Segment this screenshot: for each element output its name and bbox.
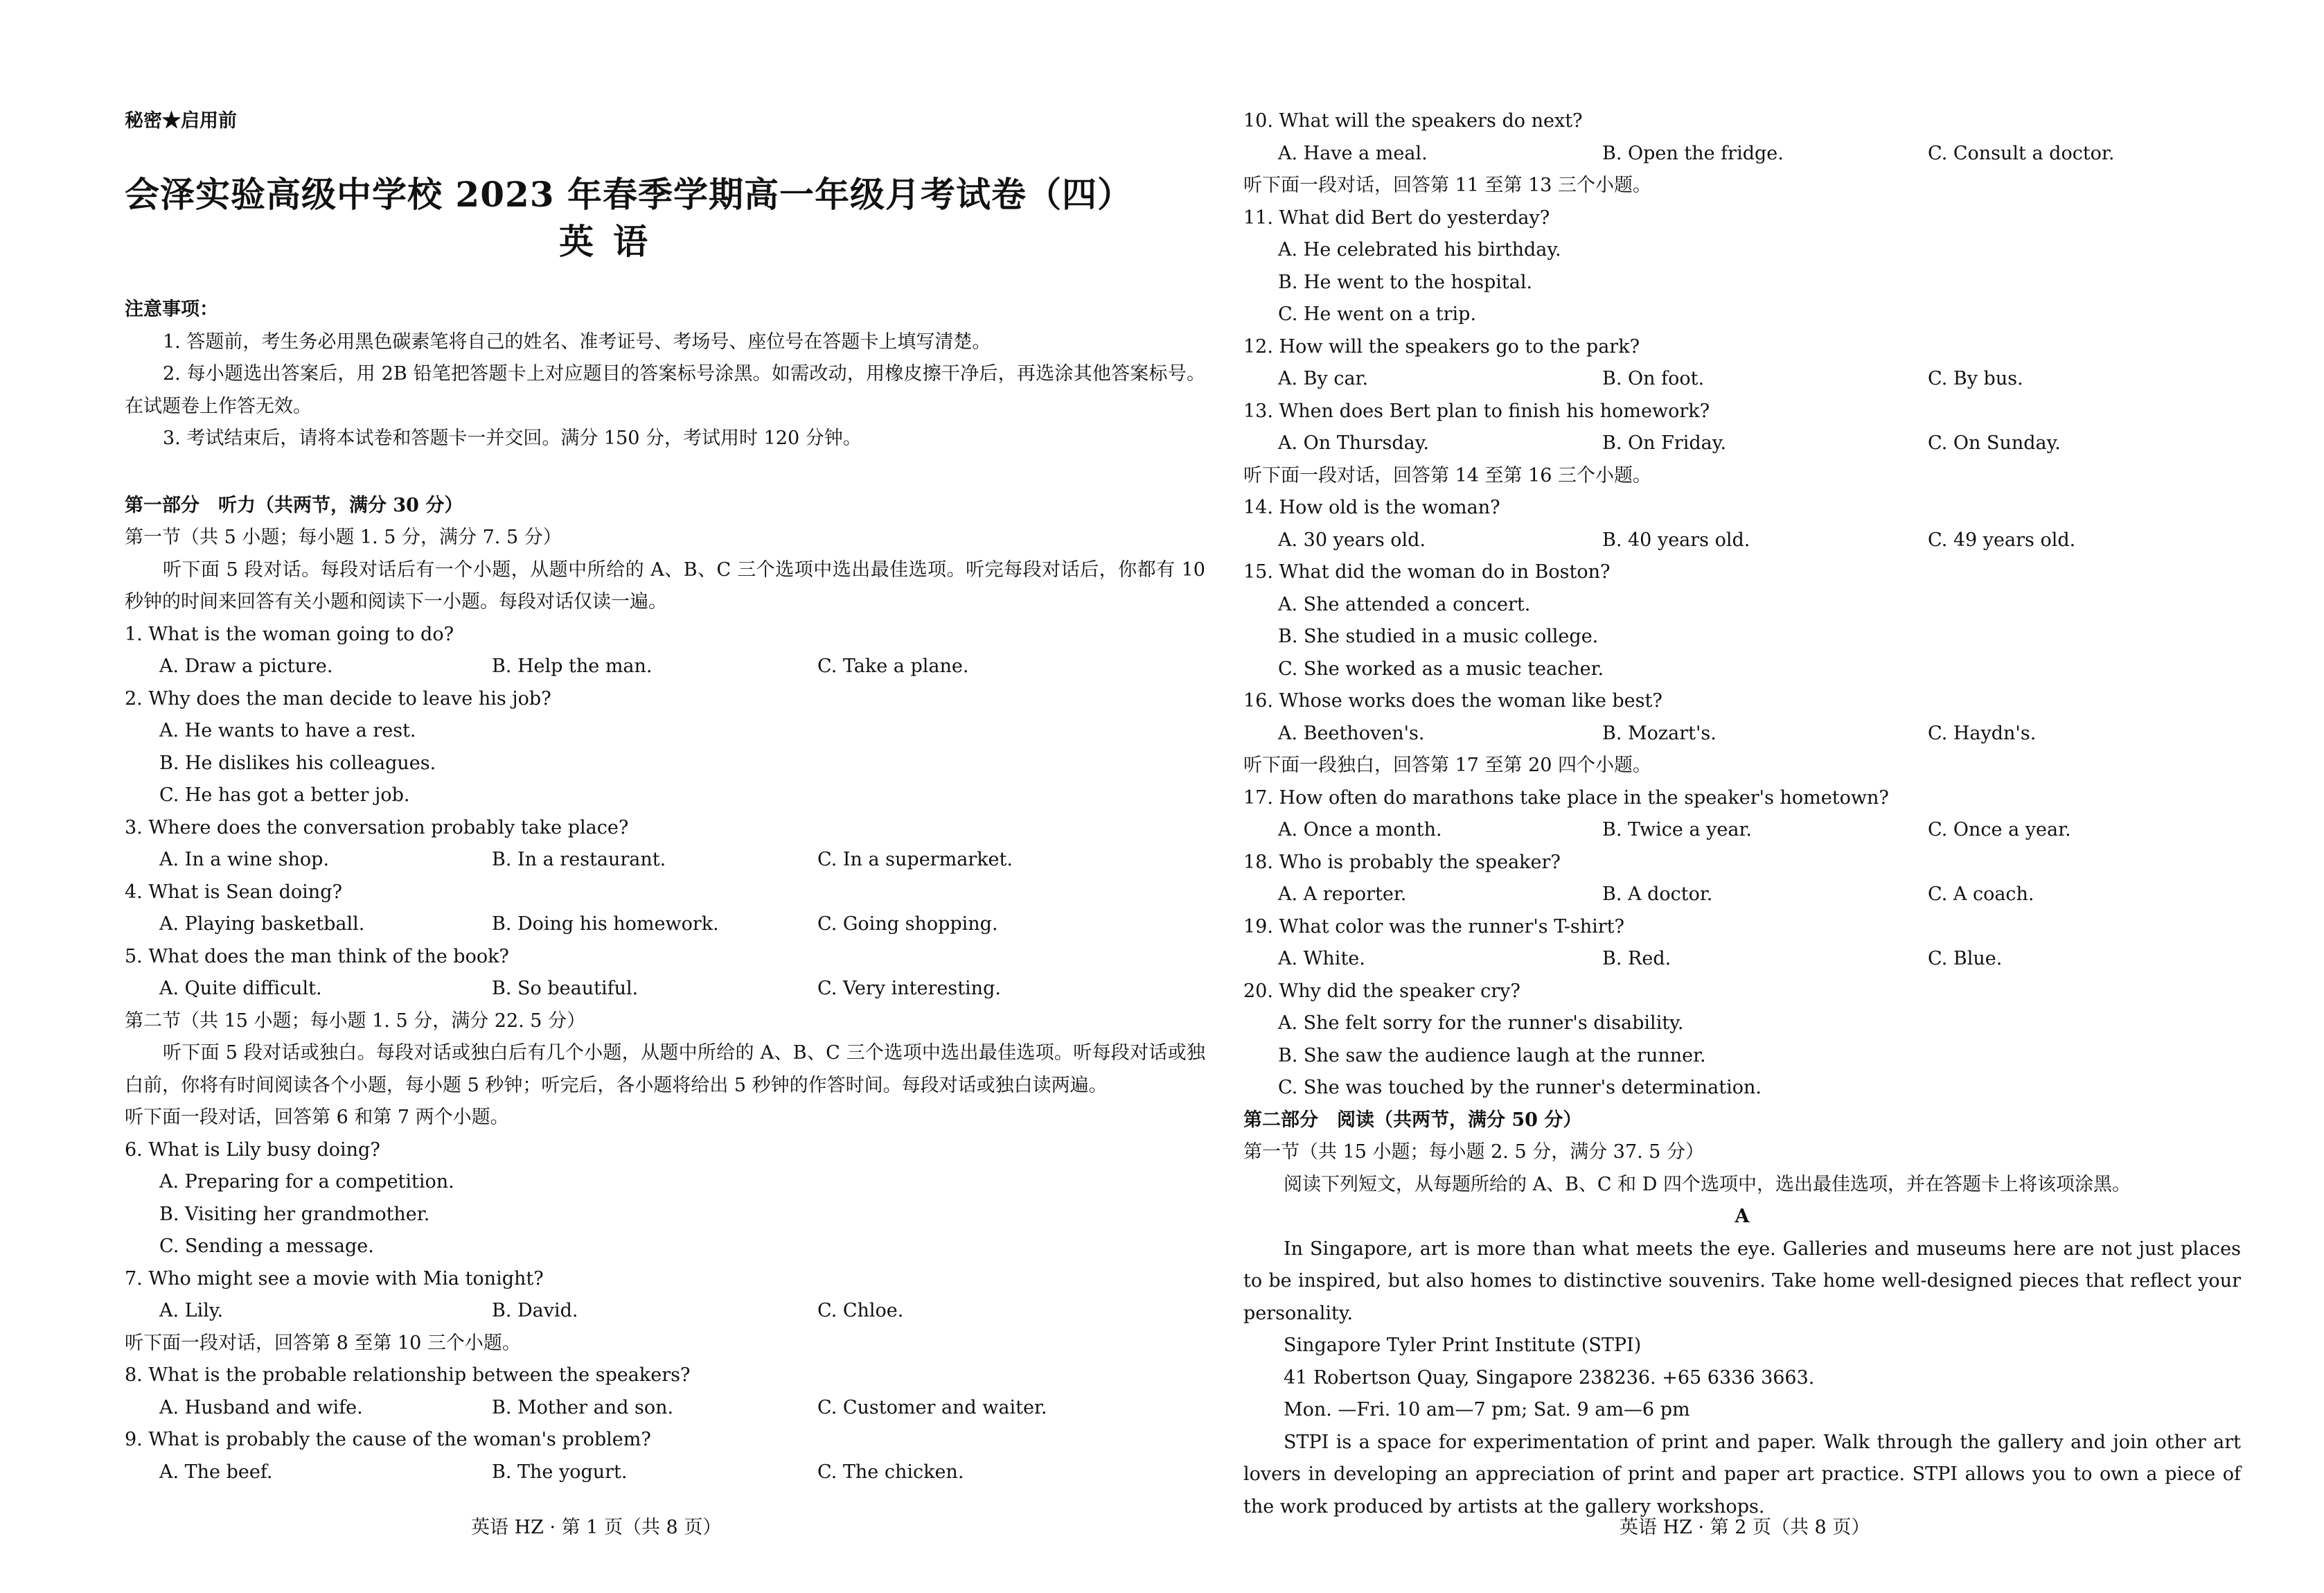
option-c: C. By bus. — [1928, 368, 2023, 389]
question-options — [125, 651, 1205, 683]
option-c: C. Haydn's. — [1928, 722, 2037, 744]
option-b: B. A doctor. — [1602, 883, 1713, 905]
question-stem: 4. What is Sean doing? — [125, 881, 342, 903]
listening-prompt: 听下面一段对话，回答第 11 至第 13 三个小题。 — [1243, 175, 1652, 196]
exam-title: 会泽实验高级中学校 2023 年春季学期高一年级月考试卷（四） — [125, 174, 1133, 215]
option-b: B. On foot. — [1602, 368, 1705, 389]
option-a: A. Lily. — [159, 1300, 224, 1321]
section2-instructions: 听下面 5 段对话或独白。每段对话或独白后有几个小题，从题中所给的 A、B、C 三个选项中选出最佳选项。听每段对话或独白前，你将有时间阅读各个小题，每小题 5 秒钟；听完后，各小题将给出 5 秒钟的作答时间。每段对话或独白读两遍。 — [125, 1042, 1205, 1096]
question-options — [1243, 525, 2241, 557]
option-a: A. Playing basketball. — [159, 913, 365, 935]
option-a: A. Preparing for a competition. — [159, 1171, 454, 1192]
question-stem: 16. Whose works does the woman like best? — [1243, 690, 1662, 712]
option-b: B. In a restaurant. — [492, 849, 666, 870]
question-options — [1243, 943, 2241, 976]
option-b: B. Mozart's. — [1602, 722, 1717, 744]
question-options — [125, 1456, 1205, 1489]
option-a: A. Quite difficult. — [159, 978, 322, 999]
listening-prompt: 听下面一段对话，回答第 8 至第 10 三个小题。 — [125, 1332, 521, 1354]
part1-heading: 第一部分 听力（共两节，满分 30 分） — [125, 494, 463, 516]
option-c: C. She was touched by the runner's determination. — [1278, 1077, 1762, 1098]
page-1 — [125, 0, 1205, 1593]
part2-heading: 第二部分 阅读（共两节，满分 50 分） — [1243, 1109, 1582, 1131]
question-stem: 13. When does Bert plan to finish his homework? — [1243, 400, 1710, 422]
question-stem: 17. How often do marathons take place in the speaker's hometown? — [1243, 786, 1889, 809]
option-b: B. He went to the hospital. — [1278, 271, 1533, 293]
section1-instructions: 听下面 5 段对话。每段对话后有一个小题，从题中所给的 A、B、C 三个选项中选出最佳选项。听完每段对话后，你都有 10 秒钟的时间来回答有关小题和阅读下一小题。每段对话仅读一遍。 — [125, 558, 1205, 613]
section2-heading: 第二节（共 15 小题；每小题 1. 5 分，满分 22. 5 分） — [125, 1010, 586, 1032]
option-b: B. She saw the audience laugh at the runner. — [1278, 1044, 1706, 1066]
question-options — [1243, 879, 2241, 911]
question-options — [125, 973, 1205, 1005]
option-c: C. She worked as a music teacher. — [1278, 658, 1604, 680]
option-a: A. She attended a concert. — [1278, 593, 1531, 615]
option-a: A. On Thursday. — [1278, 432, 1429, 454]
question-stem: 11. What did Bert do yesterday? — [1243, 206, 1550, 229]
question-stem: 1. What is the woman going to do? — [125, 623, 454, 645]
option-c: C. Once a year. — [1928, 819, 2071, 840]
option-a: A. By car. — [1278, 368, 1369, 389]
option-c: C. He went on a trip. — [1278, 303, 1477, 325]
question-options — [125, 1295, 1205, 1328]
option-a: A. 30 years old. — [1278, 529, 1426, 551]
option-b: B. So beautiful. — [492, 978, 639, 999]
part2-section1-heading: 第一节（共 15 小题；每小题 2. 5 分，满分 37. 5 分） — [1243, 1141, 1705, 1163]
option-c: C. In a supermarket. — [817, 849, 1013, 870]
listening-prompt: 听下面一段独白，回答第 17 至第 20 四个小题。 — [1243, 755, 1652, 776]
question-stem: 18. Who is probably the speaker? — [1243, 851, 1561, 873]
option-b: B. Mother and son. — [492, 1396, 674, 1418]
reading-instructions: 阅读下列短文，从每题所给的 A、B、C 和 D 四个选项中，选出最佳选项，并在答题卡上将该项涂黑。 — [1284, 1173, 2131, 1195]
question-options — [125, 844, 1205, 877]
option-c: C. Going shopping. — [817, 913, 998, 935]
page-footer: 英语 HZ · 第 1 页（共 8 页） — [471, 1517, 722, 1538]
stpi-name: Singapore Tyler Print Institute (STPI) — [1284, 1335, 1642, 1356]
option-b: B. David. — [492, 1300, 578, 1321]
option-a: A. Husband and wife. — [159, 1396, 363, 1418]
option-c: C. Very interesting. — [817, 978, 1001, 999]
notice-item: 3. 考试结束后，请将本试卷和答题卡一并交回。满分 150 分，考试用时 120 分钟。 — [163, 428, 862, 449]
listening-prompt: 听下面一段对话，回答第 6 和第 7 两个小题。 — [125, 1107, 509, 1128]
option-a: A. Beethoven's. — [1278, 722, 1425, 744]
option-a: A. He wants to have a rest. — [159, 720, 416, 741]
question-stem: 8. What is the probable relationship between the speakers? — [125, 1364, 691, 1386]
question-stem: 15. What did the woman do in Boston? — [1243, 561, 1611, 583]
page-2 — [1243, 0, 2241, 1593]
option-c: C. Chloe. — [817, 1300, 904, 1321]
confidential-mark: 秘密★启用前 — [125, 110, 237, 132]
question-stem: 12. How will the speakers go to the park? — [1243, 335, 1640, 358]
option-b: B. Red. — [1602, 948, 1671, 969]
page-footer: 英语 HZ · 第 2 页（共 8 页） — [1620, 1517, 1870, 1538]
option-a: A. The beef. — [159, 1461, 273, 1483]
option-b: B. Open the fridge. — [1602, 142, 1784, 164]
option-a: A. She felt sorry for the runner's disability. — [1278, 1012, 1684, 1034]
question-options — [1243, 718, 2241, 750]
question-stem: 6. What is Lily busy doing? — [125, 1138, 380, 1161]
option-b: B. Visiting her grandmother. — [159, 1203, 430, 1225]
stpi-address: 41 Robertson Quay, Singapore 238236. +65 6336 3663. — [1284, 1366, 1815, 1389]
passage-paragraph: STPI is a space for experimentation of print and paper. Walk through the gallery and join other art lovers in developing an appreciation of print and paper art practice. STPI allows you to own a piece of the work produced by artists at the gallery workshops. — [1243, 1431, 2241, 1517]
option-c: C. On Sunday. — [1928, 432, 2061, 454]
notice-item: 1. 答题前，考生务必用黑色碳素笔将自己的姓名、准考证号、考场号、座位号在答题卡上填写清楚。 — [163, 331, 991, 353]
question-options — [1243, 428, 2241, 460]
option-c: C. Consult a doctor. — [1928, 142, 2115, 164]
option-c: C. Blue. — [1928, 948, 2003, 969]
option-b: B. She studied in a music college. — [1278, 626, 1599, 647]
option-a: A. In a wine shop. — [159, 849, 330, 870]
listening-prompt: 听下面一段对话，回答第 14 至第 16 三个小题。 — [1243, 464, 1652, 486]
option-a: A. Draw a picture. — [159, 655, 333, 677]
option-b: B. Twice a year. — [1602, 819, 1753, 840]
option-a: A. Have a meal. — [1278, 142, 1428, 164]
question-stem: 10. What will the speakers do next? — [1243, 110, 1583, 132]
option-a: A. White. — [1278, 948, 1365, 969]
notice-item: 2. 每小题选出答案后，用 2B 铅笔把答题卡上对应题目的答案标号涂黑。如需改动，用橡皮擦干净后，再选涂其他答案标号。在试题卷上作答无效。 — [125, 363, 1205, 417]
option-c: C. The chicken. — [817, 1461, 964, 1483]
question-stem: 14. How old is the woman? — [1243, 497, 1500, 518]
question-stem: 3. Where does the conversation probably take place? — [125, 816, 629, 838]
option-b: B. 40 years old. — [1602, 529, 1750, 551]
question-options — [1243, 138, 2241, 170]
option-c: C. He has got a better job. — [159, 784, 410, 806]
option-a: A. He celebrated his birthday. — [1278, 239, 1561, 261]
section1-heading: 第一节（共 5 小题；每小题 1. 5 分，满分 7. 5 分） — [125, 527, 562, 548]
question-stem: 2. Why does the man decide to leave his job? — [125, 687, 551, 710]
passage-paragraph: In Singapore, art is more than what meets the eye. Galleries and museums here are not just places to be inspired, but also homes to distinctive souvenirs. Take home well-designed pieces that reflect your personality. — [1243, 1238, 2241, 1324]
question-stem: 20. Why did the speaker cry? — [1243, 980, 1520, 1002]
question-stem: 7. Who might see a movie with Mia tonight? — [125, 1267, 544, 1290]
question-stem: 19. What color was the runner's T-shirt? — [1243, 915, 1624, 938]
option-b: B. He dislikes his colleagues. — [159, 752, 436, 774]
option-b: B. On Friday. — [1602, 432, 1727, 454]
question-options — [1243, 363, 2241, 396]
question-stem: 9. What is probably the cause of the woman's problem? — [125, 1429, 651, 1450]
question-options — [125, 1392, 1205, 1425]
notice-heading: 注意事项： — [125, 299, 218, 320]
option-b: B. The yogurt. — [492, 1461, 628, 1483]
question-options — [1243, 814, 2241, 847]
option-a: A. A reporter. — [1278, 883, 1407, 905]
exam-subject: 英语 — [559, 221, 667, 262]
passage-label: A — [1735, 1206, 1750, 1227]
question-options — [125, 908, 1205, 941]
option-c: C. A coach. — [1928, 883, 2034, 905]
option-c: C. Customer and waiter. — [817, 1396, 1047, 1418]
question-stem: 5. What does the man think of the book? — [125, 945, 509, 967]
option-b: B. Help the man. — [492, 655, 653, 677]
option-b: B. Doing his homework. — [492, 913, 719, 935]
stpi-hours: Mon. —Fri. 10 am—7 pm; Sat. 9 am—6 pm — [1284, 1399, 1690, 1420]
option-a: A. Once a month. — [1278, 819, 1442, 840]
option-c: C. Take a plane. — [817, 655, 969, 677]
option-c: C. 49 years old. — [1928, 529, 2076, 551]
option-c: C. Sending a message. — [159, 1235, 374, 1257]
